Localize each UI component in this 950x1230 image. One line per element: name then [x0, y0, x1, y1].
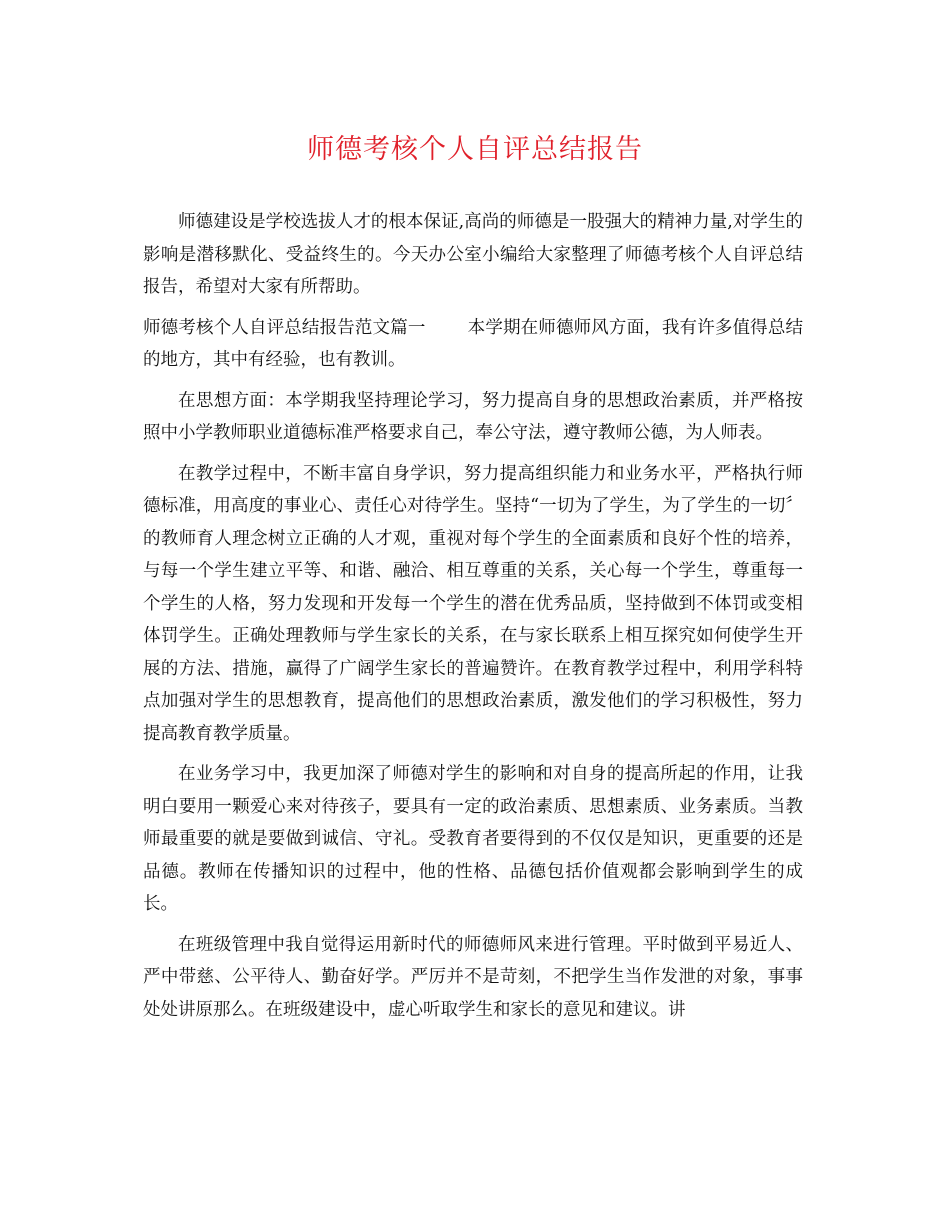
paragraph-thought: 在思想方面：本学期我坚持理论学习，努力提高自身的思想政治素质，并严格按照中小学教师职业道德标准严格要求自己，奉公守法，遵守教师公德，为人师表。 [143, 390, 803, 443]
intro-paragraph: 师德建设是学校选拔人才的根本保证,高尚的师德是一股强大的精神力量,对学生的影响是潜移默化、受益终生的。今天办公室小编给大家整理了师德考核个人自评总结报告，希望对大家有所帮助。 [143, 212, 803, 297]
section-lead: 本学期在师德师风方面，我有许多值得总结的地方，其中有经验，也有教训。 [143, 317, 803, 370]
document-title: 师德考核个人自评总结报告 [307, 134, 643, 165]
paragraph-study: 在业务学习中，我更加深了师德对学生的影响和对自身的提高所起的作用，让我明白要用一颗爱心来对待孩子，要具有一定的政治素质、思想素质、业务素质。当教师最重要的就是要做到诚信、守礼。受教育者要得到的不仅仅是知识，更重要的还是品德。教师在传播知识的过程中，他的性格、品德包括价值观都会影响到学生的成长。 [143, 764, 803, 914]
section-heading: 师德考核个人自评总结报告范文篇一 [143, 317, 426, 338]
paragraph-teaching: 在教学过程中，不断丰富自身学识，努力提高组织能力和业务水平，严格执行师德标准，用高度的事业心、责任心对待学生。坚持“一切为了学生，为了学生的一切〞的教师育人理念树立正确的人才观，重视对每个学生的全面素质和良好个性的培养，与每一个学生建立平等、和谐、融洽、相互尊重的关系，关心每一个学生，尊重每一个学生的人格，努力发现和开发每一个学生的潜在优秀品质，坚持做到不体罚或变相体罚学生。正确处理教师与学生家长的关系，在与家长联系上相互探究如何使学生开展的方法、措施，赢得了广阔学生家长的普遍赞许。在教育教学过程中，利用学科特点加强对学生的思想教育，提高他们的思想政治素质，激发他们的学习积极性，努力提高教育教学质量。 [143, 463, 803, 744]
paragraph-class-management: 在班级管理中我自觉得运用新时代的师德师风来进行管理。平时做到平易近人、严中带慈、公平待人、勤奋好学。严厉并不是苛刻，不把学生当作发泄的对象，事事处处讲原那么。在班级建设中，虚心听取学生和家长的意见和建议。讲 [143, 934, 803, 1020]
document-body [143, 206, 803, 1034]
section-heading-line [143, 312, 803, 377]
